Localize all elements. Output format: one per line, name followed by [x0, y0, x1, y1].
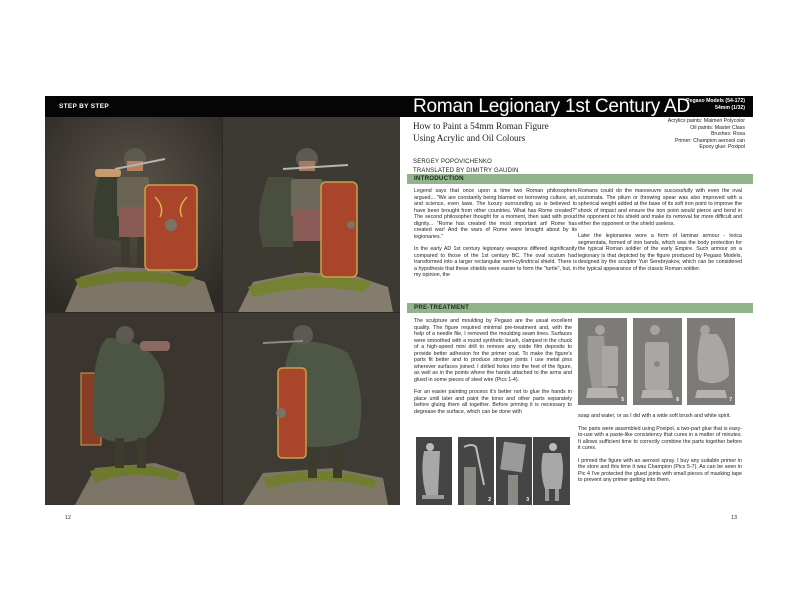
article-title: Roman Legionary 1st Century AD	[413, 96, 691, 117]
photo-front-right	[223, 117, 400, 312]
primed-figure-image	[687, 318, 735, 405]
intro-column-2	[578, 188, 742, 272]
photo-primed-7	[687, 318, 735, 405]
model-info	[686, 98, 745, 112]
paragraph: In the early AD 1st century legionary weapons differed significantly compared to those of the 1st century BC. The oval scutum had transformed into a larger rectangular semi-cylindrical shield. There is a hypothesis that these shields were easier to form the "turtle", but, in my opinion, the	[414, 246, 577, 278]
article-subtitle	[413, 120, 549, 144]
photo-metal-3	[496, 437, 532, 505]
material-item: Epoxy glue: Poxipol	[699, 144, 745, 151]
paragraph: Later the legionaries wore a form of laminar armour - lorica segmentata, formed of iron bands, which was the body protection for the typical Roman soldier of the early Empire. Such armour on a legionary is that depicted by the figure produced by Pegaso Models, designed by the sculptor Yuri Serebryakov, which can be considered the typical appearance of the classic Roman soldier.	[578, 233, 742, 272]
material-item: Oil paints: Master Class	[690, 124, 745, 131]
paragraph: Romans could do the manoeuvre successfully with even the oval scutomata. The pilum or throwing spear was also improved with a spherical weight added at the base of its soft iron point to improve the shock of impact and ensure the iron point would pierce and bend in the opponent or his shield and make its removal far more difficult and either the opponent or the shield useless.	[578, 188, 742, 227]
section-heading-label: PRE-TREATMENT	[414, 304, 470, 311]
primed-figure-image	[633, 318, 682, 405]
pic-number: 2	[488, 497, 491, 503]
material-item: Acrylics paints: Maimeri Polycolor	[667, 118, 745, 124]
pretreatment-column-2	[578, 413, 742, 484]
photo-primed-5	[578, 318, 627, 405]
intro-column-1	[414, 188, 577, 279]
photo-metal-4	[533, 437, 570, 505]
section-heading-introduction	[407, 174, 753, 184]
material-item: Brushes: Rosa	[710, 131, 745, 138]
legionary-figure-image	[45, 313, 222, 505]
legionary-figure-image	[223, 117, 400, 312]
photo-primed-6	[633, 318, 682, 405]
paragraph: For an easier painting process it's better not to glue the hands in place until later and paint the torso and other parts separately before gluing them all together. Before priming it is necessary to degrease the surface, which can be done with	[414, 389, 572, 415]
section-heading-label: INTRODUCTION	[414, 175, 464, 182]
paragraph: Legend says that once upon a time two Roman philosophers argued... "We are constantly being blamed on borrowing culture, art, and science, even laws. The luxury surrounding us is believed to have been brought from other countries. What has Rome created?" The second philosopher thought for a moment, then said with proud dignity... "Rome has created the most important art! Rome has created war! And the wars of Rome were brought about by its legionaries."	[414, 188, 577, 240]
paragraph: The sculpture and moulding by Pegaso are the usual excellent quality. The figure required minimal pre-treatment and, with the help of a needle file, I removed the moulding seam lines. Surfaces were smoothed with a round synthetic brush, clamped in the chuck of a high-speed mini drill to remove any oxide film deposits to provide better adhesion for the primer coat. To make the figure's parts fit better and to produce stronger joints I use metal pins wherever surfaces joined. I drilled holes into the feet of the figure, as well as in the points where the hands attached to the arms and glued in some pieces of steel wire (Pics 1-4).	[414, 318, 572, 383]
materials-list	[668, 118, 745, 151]
photo-metal-1	[416, 437, 452, 505]
pic-number: 7	[729, 397, 732, 403]
page-number-left: 12	[65, 515, 72, 521]
model-manufacturer: Pegaso Models (54-172)	[686, 98, 745, 104]
section-tag: STEP BY STEP	[59, 103, 109, 110]
primed-figure-image	[578, 318, 627, 405]
subtitle-line: How to Paint a 54mm Roman Figure	[413, 121, 549, 131]
photo-back-view	[45, 313, 222, 505]
legionary-figure-image	[45, 117, 222, 312]
paragraph: soap and water, or as I did with a wide soft brush and white spirit.	[578, 413, 731, 419]
page-number-right: 13	[731, 515, 738, 521]
metal-figure-image	[416, 437, 452, 505]
model-scale: 54mm (1/32)	[715, 105, 745, 111]
pic-number: 3	[526, 497, 529, 503]
metal-figure-image	[458, 437, 494, 505]
section-heading-pretreatment	[407, 303, 753, 313]
pretreatment-column-1	[414, 318, 572, 415]
photo-side-view	[223, 313, 400, 505]
paragraph: The parts were assembled using Poxipol, a two-part glue that is easy-to-use with a paste-like consistency that cures in a matter of minutes. It allows sufficient time to correctly combine the parts together before it cures.	[578, 425, 742, 451]
pic-number: 5	[621, 397, 624, 403]
material-item: Primer: Champion aerosol can	[674, 137, 745, 144]
metal-figure-image	[533, 437, 570, 505]
translator-name: TRANSLATED BY DIMITRY GAUDIN	[413, 168, 519, 174]
photo-front-left	[45, 117, 222, 312]
metal-figure-image	[496, 437, 532, 505]
author-name: SERGEY POPOVICHENKO	[413, 159, 493, 165]
legionary-figure-image	[223, 313, 400, 505]
photo-metal-2	[458, 437, 494, 505]
pic-number: 6	[676, 397, 679, 403]
subtitle-line: Using Acrylic and Oil Colours	[413, 133, 526, 143]
photo-grid	[45, 117, 400, 505]
paragraph: I primed the figure with an aerosol spray. I buy any suitable primer in the store and this time it was Champion (Pics 5-7). As can be seen in Pic 4 I've protected the glued joints with small pieces of masking tape to prevent any primer getting into them.	[578, 457, 742, 483]
